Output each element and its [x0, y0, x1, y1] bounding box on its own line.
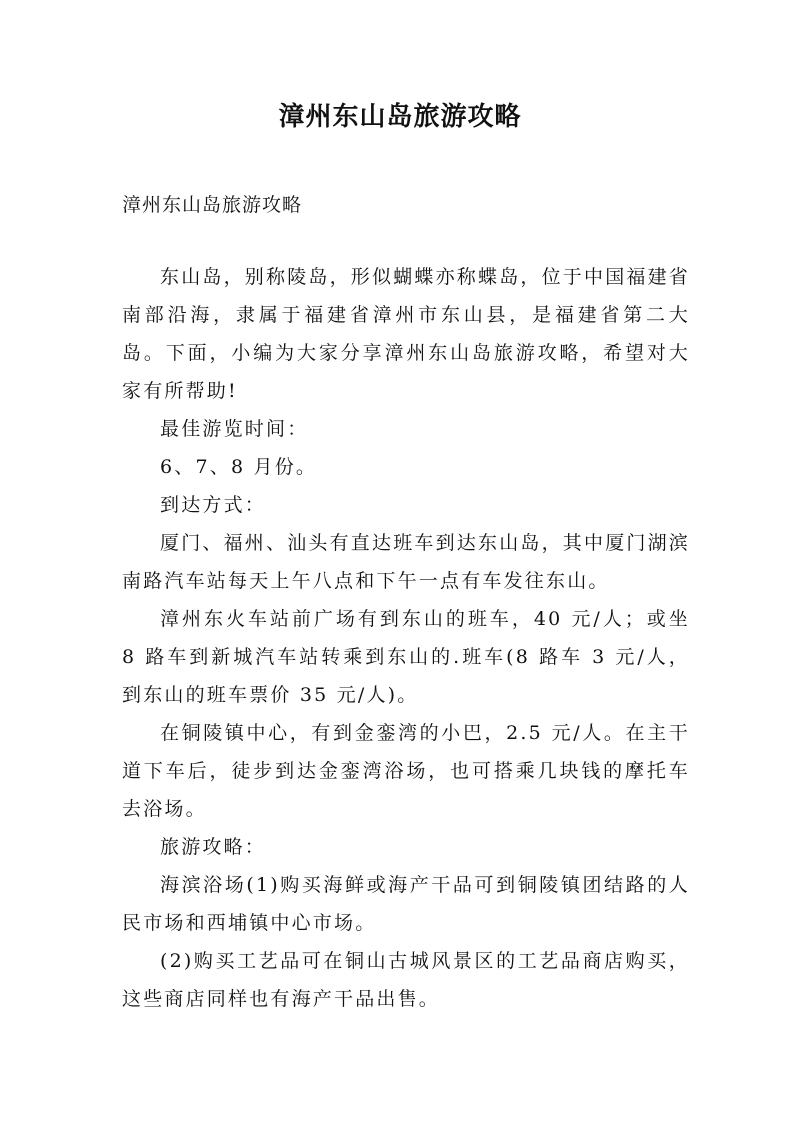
paragraph-best-time: 6、7、8 月份。: [160, 456, 318, 478]
paragraph-transport-heading: 到达方式：: [160, 494, 267, 516]
paragraph-guide-crafts: (2)购买工艺品可在铜山古城风景区的工艺品商店购买，这些商店同样也有海产干品出售。: [122, 950, 690, 1010]
document-subtitle: 漳州东山岛旅游攻略: [122, 194, 303, 216]
paragraph-guide-heading: 旅游攻略：: [160, 836, 267, 858]
paragraph-guide-seafood: 海滨浴场(1)购买海鲜或海产干品可到铜陵镇团结路的人民市场和西埔镇中心市场。: [122, 874, 690, 934]
paragraph-best-time-heading: 最佳游览时间：: [160, 418, 309, 440]
paragraph-transport-tongling: 在铜陵镇中心，有到金銮湾的小巴，2.5 元/人。在主干道下车后，徒步到达金銮湾浴场，也可搭乘几块钱的摩托车去浴场。: [122, 722, 690, 820]
document-body: [122, 258, 690, 1018]
paragraph-intro: 东山岛，别称陵岛，形似蝴蝶亦称蝶岛，位于中国福建省南部沿海，隶属于福建省漳州市东山县，是福建省第二大岛。下面，小编为大家分享漳州东山岛旅游攻略，希望对大家有所帮助!: [122, 266, 691, 402]
document-title: 漳州东山岛旅游攻略: [278, 102, 522, 132]
paragraph-transport-bus: 厦门、福州、汕头有直达班车到达东山岛，其中厦门湖滨南路汽车站每天上午八点和下午一点有车发往东山。: [122, 532, 691, 592]
paragraph-transport-zhangzhou: 漳州东火车站前广场有到东山的班车，40 元/人；或坐 8 路车到新城汽车站转乘到东山的.班车(8 路车 3 元/人，到东山的班车票价 35 元/人)。: [122, 608, 690, 706]
